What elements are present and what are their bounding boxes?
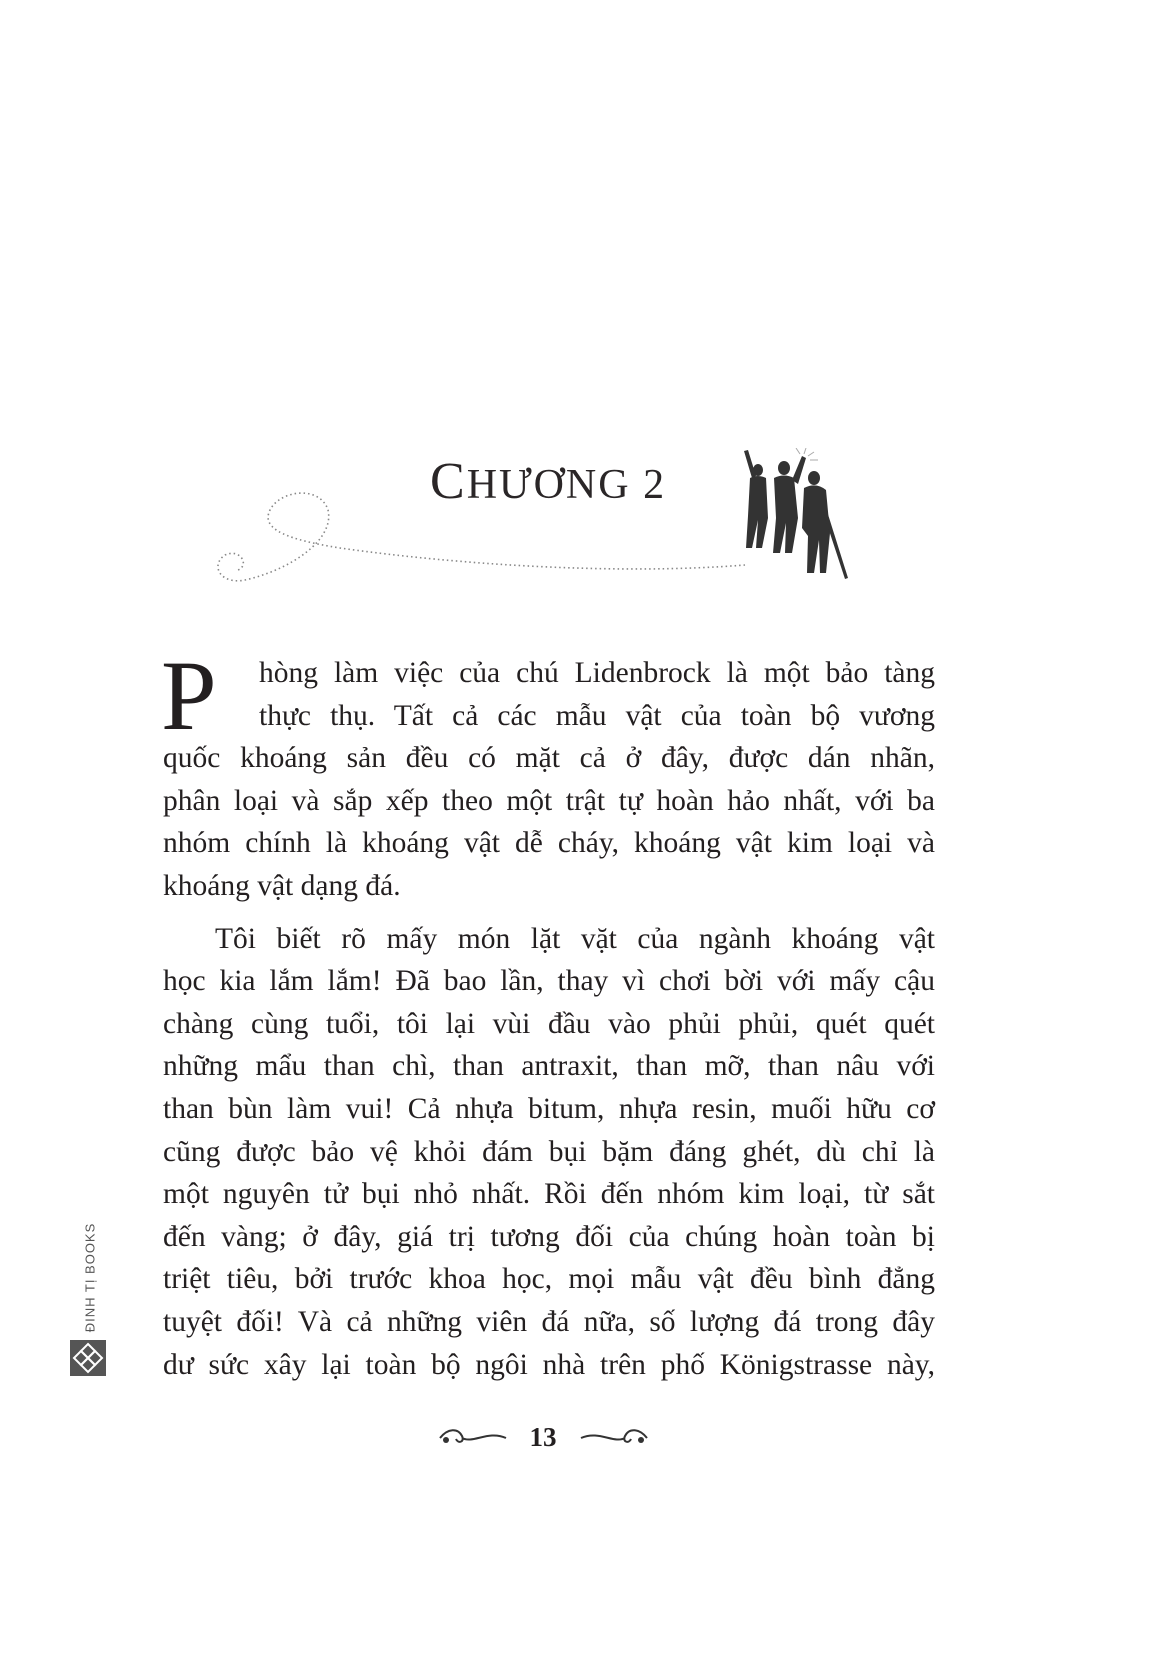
text-line: dư sức xây lại toàn bộ ngôi nhà trên phố Königstrasse này, <box>163 1348 935 1381</box>
left-flourish-ornament <box>438 1426 508 1450</box>
chapter-title-rest: HƯƠNG 2 <box>466 462 667 508</box>
page-number: 13 <box>529 1422 557 1452</box>
text-line: khoáng vật dạng đá. <box>163 869 401 902</box>
text-line: hòng làm việc của chú Lidenbrock là một bảo tàng <box>259 657 935 689</box>
text-line: tuyệt đối! Và cả những viên đá nữa, số lượng đá trong đây <box>163 1305 935 1338</box>
text-line: triệt tiêu, bởi trước khoa học, mọi mẫu vật đều bình đẳng <box>163 1263 935 1296</box>
chapter-body <box>161 640 935 1386</box>
text-line: chàng cùng tuổi, tôi lại vùi đầu vào phủi phủi, quét quét <box>163 1007 935 1040</box>
text-line: đến vàng; ở đây, giá trị tương đối của chúng hoàn toàn bị <box>163 1220 935 1253</box>
page-footer <box>0 1422 1086 1453</box>
right-flourish-ornament <box>579 1426 649 1450</box>
publisher-logo-icon <box>70 1340 106 1376</box>
text-line: thực thụ. Tất cả các mẫu vật của toàn bộ vương <box>259 699 935 732</box>
text-line: những mẩu than chì, than antraxit, than mỡ, than nâu với <box>163 1050 935 1083</box>
paragraph-1 <box>161 640 935 908</box>
publisher-mark <box>70 1210 110 1380</box>
chapter-title-initial: C <box>430 453 467 510</box>
text-line: than bùn làm vui! Cả nhựa bitum, nhựa resin, muối hữu cơ <box>163 1092 935 1125</box>
drop-cap: P <box>161 640 217 751</box>
dotted-swirl-ornament <box>200 470 760 590</box>
text-line: học kia lắm lắm! Đã bao lần, thay vì chơi bời với mấy cậu <box>163 965 935 998</box>
text-line: phân loại và sắp xếp theo một trật tự hoàn hảo nhất, với ba <box>163 784 935 817</box>
text-line: Tôi biết rõ mấy món lặt vặt của ngành khoáng vật <box>215 922 935 955</box>
text-line: quốc khoáng sản đều có mặt cả ở đây, được dán nhãn, <box>163 742 935 775</box>
text-line: một nguyên tử bụi nhỏ nhất. Rồi đến nhóm kim loại, từ sắt <box>163 1178 935 1211</box>
text-line: nhóm chính là khoáng vật dễ cháy, khoáng vật kim loại và <box>163 827 935 860</box>
publisher-name: ĐINH TỊ BOOKS <box>82 1222 98 1333</box>
explorers-illustration <box>730 448 860 583</box>
text-line: cũng được bảo vệ khỏi đám bụi bặm đáng ghét, dù chỉ là <box>163 1135 935 1168</box>
paragraph-2 <box>163 918 935 1387</box>
